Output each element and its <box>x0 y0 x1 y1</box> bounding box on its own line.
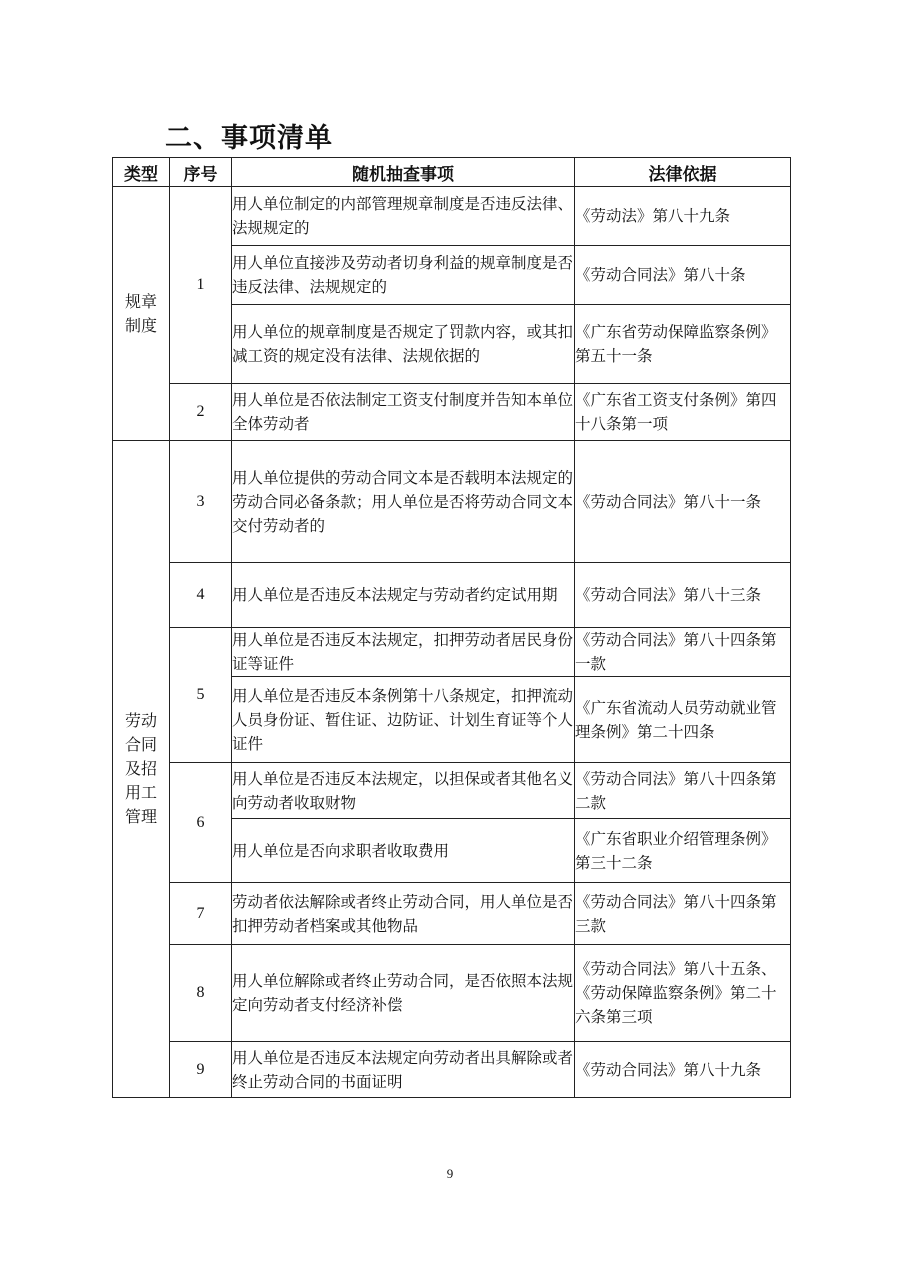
table-row <box>113 384 791 441</box>
seq-cell: 9 <box>170 1042 232 1098</box>
item-cell: 用人单位的规章制度是否规定了罚款内容，或其扣减工资的规定没有法律、法规依据的 <box>232 305 575 384</box>
law-cell: 《劳动合同法》第八十四条第一款 <box>575 628 791 677</box>
seq-cell: 6 <box>170 763 232 883</box>
seq-cell: 3 <box>170 441 232 563</box>
seq-cell: 4 <box>170 563 232 628</box>
table-row <box>113 945 791 1042</box>
item-cell: 用人单位解除或者终止劳动合同，是否依照本法规定向劳动者支付经济补偿 <box>232 945 575 1042</box>
table-row <box>113 187 791 246</box>
law-cell: 《广东省职业介绍管理条例》第三十二条 <box>575 819 791 883</box>
law-cell: 《劳动合同法》第八十三条 <box>575 563 791 628</box>
table-row <box>113 883 791 945</box>
law-cell: 《广东省流动人员劳动就业管理条例》第二十四条 <box>575 677 791 763</box>
law-cell: 《劳动法》第八十九条 <box>575 187 791 246</box>
item-cell: 用人单位制定的内部管理规章制度是否违反法律、法规规定的 <box>232 187 575 246</box>
law-cell: 《劳动合同法》第八十五条、《劳动保障监察条例》第二十六条第三项 <box>575 945 791 1042</box>
category-cell <box>113 441 170 1098</box>
item-cell: 用人单位直接涉及劳动者切身利益的规章制度是否违反法律、法规规定的 <box>232 246 575 305</box>
seq-cell: 2 <box>170 384 232 441</box>
law-cell: 《劳动合同法》第八十条 <box>575 246 791 305</box>
header-law: 法律依据 <box>575 158 791 187</box>
header-item: 随机抽查事项 <box>232 158 575 187</box>
category-label: 规章制度 <box>124 291 157 335</box>
item-cell: 劳动者依法解除或者终止劳动合同，用人单位是否扣押劳动者档案或其他物品 <box>232 883 575 945</box>
table-row <box>113 763 791 819</box>
law-cell: 《劳动合同法》第八十四条第三款 <box>575 883 791 945</box>
category-label: 劳动合同及招用工管理 <box>124 711 157 826</box>
inspection-items-table <box>112 157 791 1098</box>
header-seq: 序号 <box>170 158 232 187</box>
item-cell: 用人单位是否违反本法规定，以担保或者其他名义向劳动者收取财物 <box>232 763 575 819</box>
table-row <box>113 628 791 677</box>
law-cell: 《劳动合同法》第八十九条 <box>575 1042 791 1098</box>
table-row <box>113 441 791 563</box>
item-cell: 用人单位是否违反本条例第十八条规定，扣押流动人员身份证、暂住证、边防证、计划生育证等个人证件 <box>232 677 575 763</box>
seq-cell: 5 <box>170 628 232 763</box>
header-type: 类型 <box>113 158 170 187</box>
law-cell: 《广东省劳动保障监察条例》第五十一条 <box>575 305 791 384</box>
item-cell: 用人单位是否违反本法规定与劳动者约定试用期 <box>232 563 575 628</box>
item-cell: 用人单位提供的劳动合同文本是否载明本法规定的劳动合同必备条款；用人单位是否将劳动合同文本交付劳动者的 <box>232 441 575 563</box>
table-header-row <box>113 158 791 187</box>
law-cell: 《广东省工资支付条例》第四十八条第一项 <box>575 384 791 441</box>
item-cell: 用人单位是否违反本法规定，扣押劳动者居民身份证等证件 <box>232 628 575 677</box>
item-cell: 用人单位是否向求职者收取费用 <box>232 819 575 883</box>
table-row <box>113 1042 791 1098</box>
page-number: 9 <box>446 1166 454 1181</box>
law-cell: 《劳动合同法》第八十四条第二款 <box>575 763 791 819</box>
seq-cell: 7 <box>170 883 232 945</box>
section-heading: 二、事项清单 <box>165 123 333 154</box>
table-row <box>113 563 791 628</box>
category-cell <box>113 187 170 441</box>
item-cell: 用人单位是否依法制定工资支付制度并告知本单位全体劳动者 <box>232 384 575 441</box>
seq-cell: 1 <box>170 187 232 384</box>
seq-cell: 8 <box>170 945 232 1042</box>
law-cell: 《劳动合同法》第八十一条 <box>575 441 791 563</box>
item-cell: 用人单位是否违反本法规定向劳动者出具解除或者终止劳动合同的书面证明 <box>232 1042 575 1098</box>
